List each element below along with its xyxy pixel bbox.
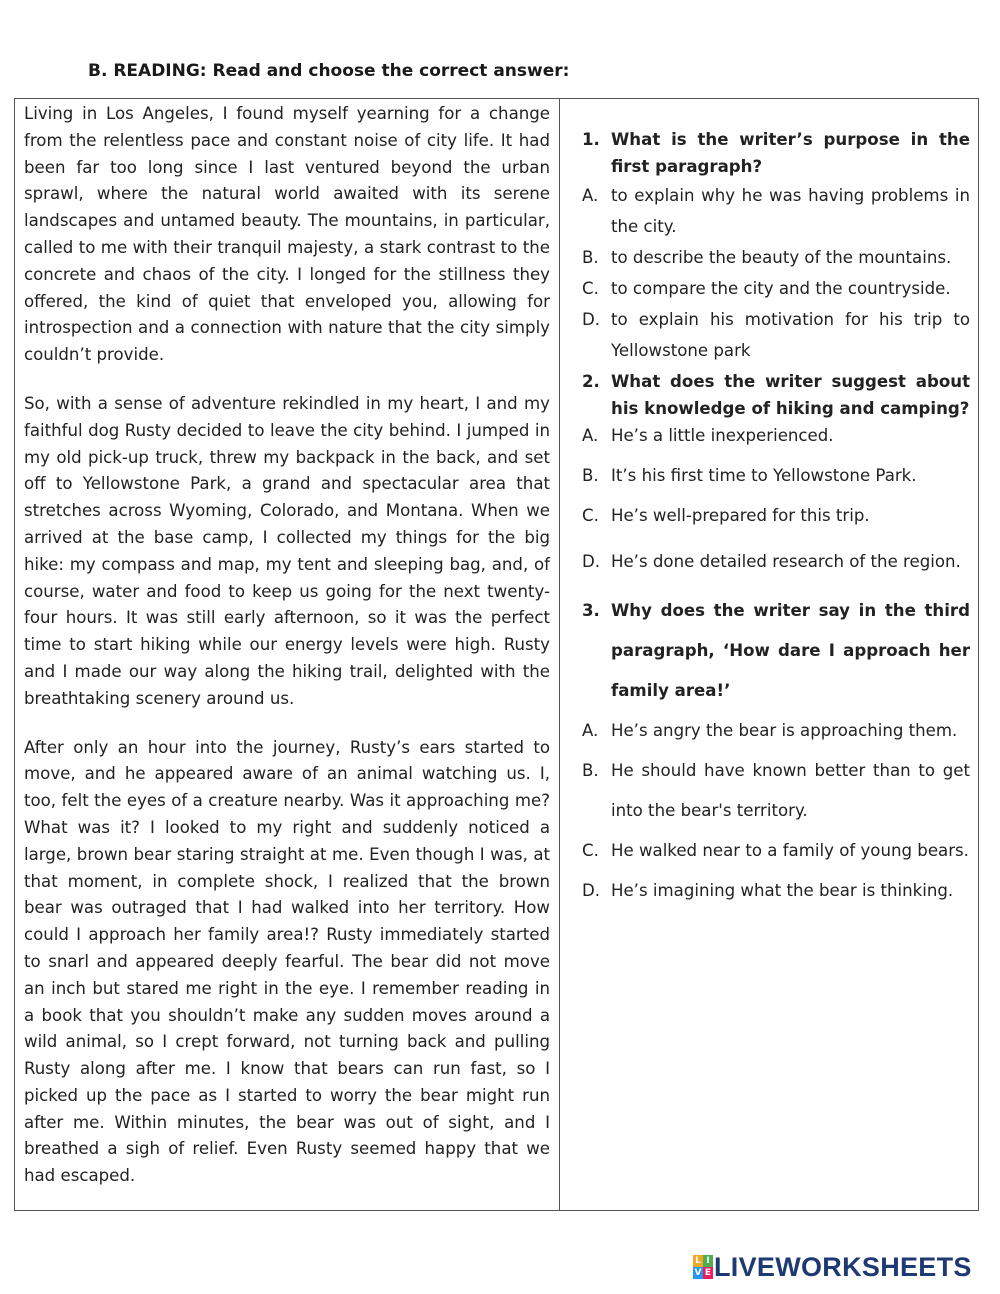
answer-option-1c[interactable] (582, 273, 970, 304)
reading-passage (24, 101, 550, 1212)
option-letter: D. (582, 310, 601, 329)
option-text: He’s well-prepared for this trip. (611, 506, 870, 525)
option-letter: C. (582, 841, 599, 860)
answer-option-3c[interactable] (582, 831, 970, 871)
option-text: He’s a little inexperienced. (611, 426, 834, 445)
option-text: He walked near to a family of young bears. (611, 841, 969, 860)
option-text: It’s his first time to Yellowstone Park. (611, 466, 917, 485)
question-text: Why does the writer say in the third paragraph, ‘How dare I approach her family area!’ (611, 601, 970, 700)
option-text: to explain why he was having problems in the city. (611, 186, 970, 236)
option-text: He’s imagining what the bear is thinking. (611, 881, 954, 900)
option-letter: B. (582, 761, 599, 780)
passage-paragraph-3: After only an hour into the journey, Rusty’s ears started to move, and he appeared aware of an animal watching us. I, too, felt the eyes of a creature nearby. Was it approaching me? What was it? I looked to my right and suddenly noticed a large, brown bear staring straight at me. Even though I was, at that moment, in complete shock, I realized that the brown bear was outraged that I had walked into her territory. How could I approach her family area!? Rusty immediately started to snarl and appeared deeply fearful. The bear did not move an inch but stared me right in the eye. I remember reading in a book that you shouldn’t make any sudden moves around a wild animal, so I crept forward, not turning back and pulling Rusty along after me. I know that bears can run fast, so I picked up the pace as I started to worry the bear might run after me. Within minutes, the bear was out of sight, and I breathed a sigh of relief. Even Rusty seemed happy that we had escaped. (24, 737, 550, 1186)
answer-option-2b[interactable] (582, 462, 970, 489)
question-number: 1. (582, 130, 600, 149)
option-text: He’s angry the bear is approaching them. (611, 721, 958, 740)
logo-mark-icon (693, 1255, 713, 1279)
question-3 (582, 591, 970, 911)
option-text: to compare the city and the countryside. (611, 279, 951, 298)
option-text: He should have known better than to get into the bear's territory. (611, 761, 970, 820)
answer-option-2a[interactable] (582, 422, 970, 449)
column-divider (559, 99, 560, 1210)
option-letter: C. (582, 506, 599, 525)
logo-text: LIVEWORKSHEETS (714, 1251, 972, 1282)
passage-paragraph-2: So, with a sense of adventure rekindled in my heart, I and my faithful dog Rusty decided to leave the city behind. I jumped in my old pick-up truck, threw my backpack in the back, and set off to Yellowstone Park, a grand and spectacular area that stretches across Wyoming, Colorado, and Montana. When we arrived at the base camp, I collected my things for the big hike: my compass and map, my tent and sleeping bag, and, of course, water and food to keep us going for the next twenty-four hours. It was still early afternoon, so it was the perfect time to start hiking while our energy levels were high. Rusty and I made our way along the hiking trail, delighted with the breathtaking scenery around us. (24, 393, 550, 708)
question-number: 3. (582, 601, 600, 620)
answer-option-1d[interactable] (582, 304, 970, 366)
answer-option-2c[interactable] (582, 502, 970, 529)
answer-option-1a[interactable] (582, 180, 970, 242)
answer-option-3b[interactable] (582, 751, 970, 831)
option-letter: A. (582, 186, 599, 205)
answer-option-3a[interactable] (582, 711, 970, 751)
question-3-stem (582, 591, 970, 711)
question-1-stem (582, 126, 970, 180)
question-number: 2. (582, 372, 600, 391)
logo-mark-letter: E (704, 1268, 712, 1278)
option-letter: A. (582, 721, 599, 740)
option-letter: B. (582, 248, 599, 267)
answer-option-2d[interactable] (582, 542, 970, 582)
question-1 (582, 126, 970, 366)
option-letter: D. (582, 552, 601, 571)
option-letter: D. (582, 881, 601, 900)
logo-mark-letter: I (703, 1255, 713, 1267)
logo-mark-letter: L (693, 1255, 703, 1267)
answer-option-3d[interactable] (582, 871, 970, 911)
answer-option-1b[interactable] (582, 242, 970, 273)
question-text: What does the writer suggest about his knowledge of hiking and camping? (611, 372, 970, 418)
questions-column (582, 126, 970, 911)
option-letter: A. (582, 426, 599, 445)
logo-mark-letter: V (694, 1268, 702, 1278)
liveworksheets-logo (693, 1252, 972, 1282)
section-heading: B. READING: Read and choose the correct answer: (88, 61, 570, 81)
option-text: to describe the beauty of the mountains. (611, 248, 952, 267)
passage-paragraph-1: Living in Los Angeles, I found myself yearning for a change from the relentless pace and constant noise of city life. It had been far too long since I last ventured beyond the urban sprawl, where the natural world awaited with its serene landscapes and untamed beauty. The mountains, in particular, called to me with their tranquil majesty, a stark contrast to the concrete and chaos of the city. I longed for the stillness they offered, the kind of quiet that enveloped you, allowing for introspection and a connection with nature that the city simply couldn’t provide. (24, 104, 550, 365)
question-2-stem (582, 368, 970, 422)
option-letter: C. (582, 279, 599, 298)
option-text: to explain his motivation for his trip to Yellowstone park (611, 310, 970, 360)
question-text: What is the writer’s purpose in the first paragraph? (611, 130, 970, 176)
question-2 (582, 368, 970, 582)
option-letter: B. (582, 466, 599, 485)
option-text: He’s done detailed research of the region. (611, 552, 961, 571)
